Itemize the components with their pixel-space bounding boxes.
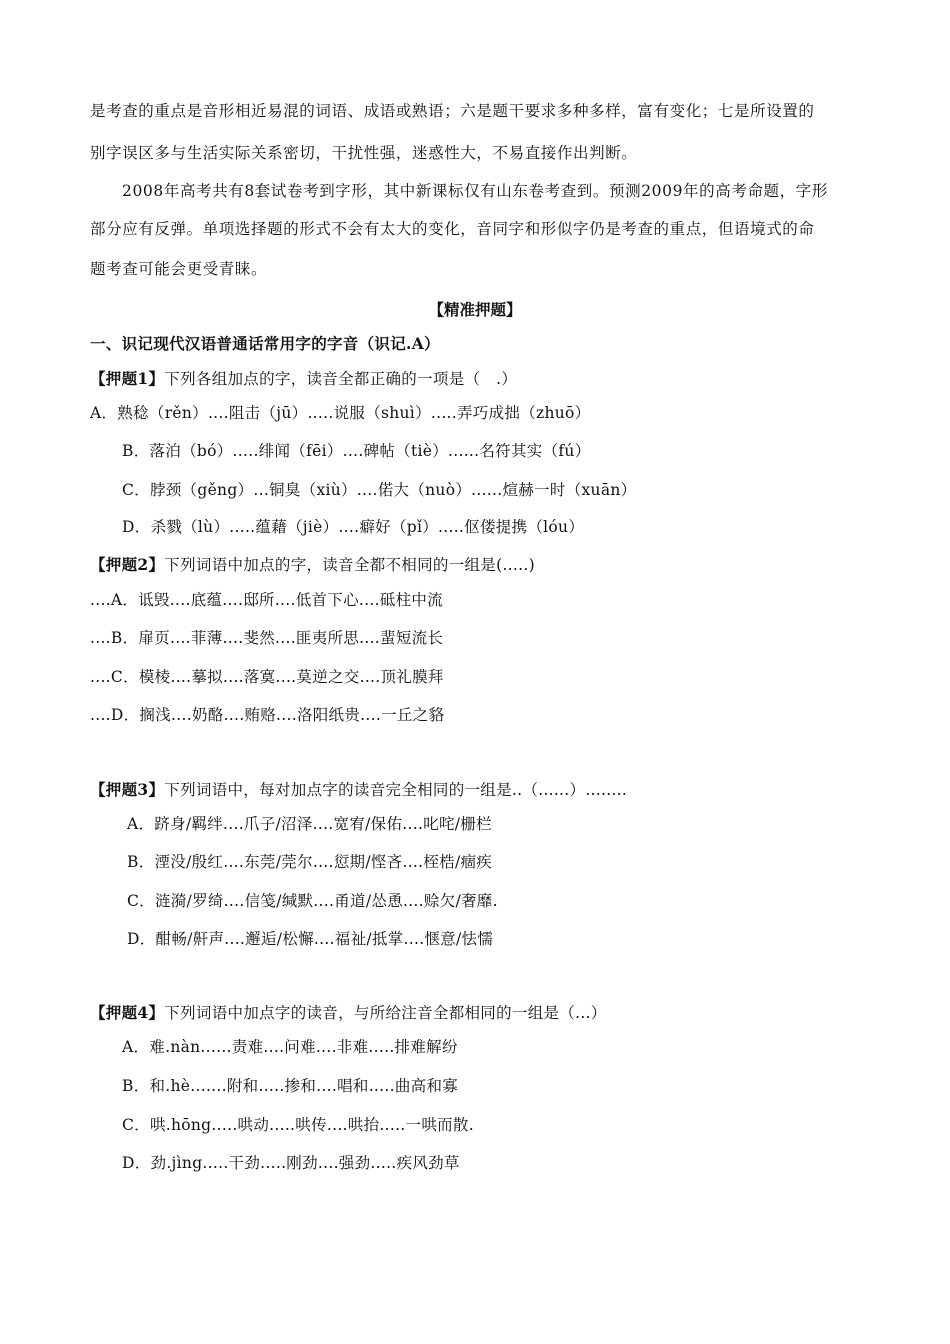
q3-option-b: B．湮没/殷红....东莞/莞尔....愆期/悭吝....桎梏/痼疾 — [127, 853, 493, 871]
question-stem: 下列各组加点的字，读音全都正确的一项是（ .） — [164, 370, 518, 388]
intro-line-1: 是考查的重点是音形相近易混的词语、成语或熟语；六是题干要求多种多样，富有变化；七是所设置的 — [90, 102, 815, 120]
q3-option-d: D．酣畅/鼾声....邂逅/松懈....福祉/抵掌....惬意/怯懦 — [127, 930, 494, 948]
question-1 — [90, 369, 517, 389]
intro-line-3: 2008年高考共有8套试卷考到字形，其中新课标仅有山东卷考查到。预测2009年的高考命题，字形 — [122, 182, 828, 200]
q1-option-d: D．杀戮（lù）.....蕴藉（jiè）....癖好（pǐ）.....伛偻提携（lóu） — [122, 518, 585, 536]
section-title: 【精准押题】 — [428, 300, 522, 319]
q2-option-b: ....B．扉页....菲薄....斐然....匪夷所思....蜚短流长 — [90, 629, 444, 647]
q1-option-c: C．脖颈（gěng）...铜臭（xiù）....偌大（nuò）......煊赫一时（xuān） — [122, 481, 637, 499]
question-2 — [90, 555, 535, 575]
question-label: 【押题3】 — [90, 780, 165, 799]
q3-option-c: C．涟漪/罗绮....信笺/缄默....甬道/怂恿....赊欠/奢靡. — [127, 892, 498, 910]
q4-option-a: A．难.nàn......责难....问难....非难.....排难解纷 — [122, 1038, 458, 1056]
question-label: 【押题1】 — [90, 369, 165, 388]
q3-option-a: A．跻身/羁绊....爪子/沼泽....宽宥/保佑....叱咤/栅栏 — [127, 815, 492, 833]
question-stem: 下列词语中，每对加点字的读音完全相同的一组是..（......）........ — [164, 781, 628, 799]
q2-option-d: ....D．搁浅....奶酪....贿赂....洛阳纸贵....一丘之貉 — [90, 706, 445, 724]
question-stem: 下列词语中加点字的读音，与所给注音全都相同的一组是（...） — [164, 1004, 607, 1022]
intro-line-2: 别字误区多与生活实际关系密切，干扰性强，迷惑性大，不易直接作出判断。 — [90, 144, 638, 162]
q1-option-b: B．落泊（bó）.....绯闻（fēi）....碑帖（tiè）......名符其实（fú） — [122, 442, 591, 460]
intro-line-5: 题考查可能会更受青睐。 — [90, 260, 268, 278]
q2-option-c: ....C．模棱....摹拟....落寞....莫逆之交....顶礼膜拜 — [90, 668, 444, 686]
q4-option-d: D．劲.jìng.....干劲.....刚劲....强劲.....疾风劲草 — [122, 1154, 460, 1172]
question-4 — [90, 1003, 607, 1023]
intro-line-4: 部分应有反弹。单项选择题的形式不会有太大的变化，音同字和形似字仍是考查的重点，但语境式的命 — [90, 220, 815, 238]
question-stem: 下列词语中加点的字，读音全都不相同的一组是(.....) — [164, 556, 535, 574]
q4-option-c: C．哄.hōng.....哄动.....哄传....哄抬.....一哄而散. — [122, 1116, 474, 1134]
heading-1: 一、识记现代汉语普通话常用字的字音（识记.A） — [90, 334, 440, 353]
q1-option-a: A．熟稔（rěn）....阻击（jū）.....说服（shuì）.....弄巧成拙（zhuō） — [90, 404, 591, 422]
question-label: 【押题4】 — [90, 1003, 165, 1022]
q2-option-a: ....A．诋毁....底蕴....邸所....低首下心....砥柱中流 — [90, 591, 444, 609]
question-label: 【押题2】 — [90, 555, 165, 574]
question-3 — [90, 780, 627, 800]
q4-option-b: B．和.hè.......附和.....掺和....唱和.....曲高和寡 — [122, 1077, 459, 1095]
